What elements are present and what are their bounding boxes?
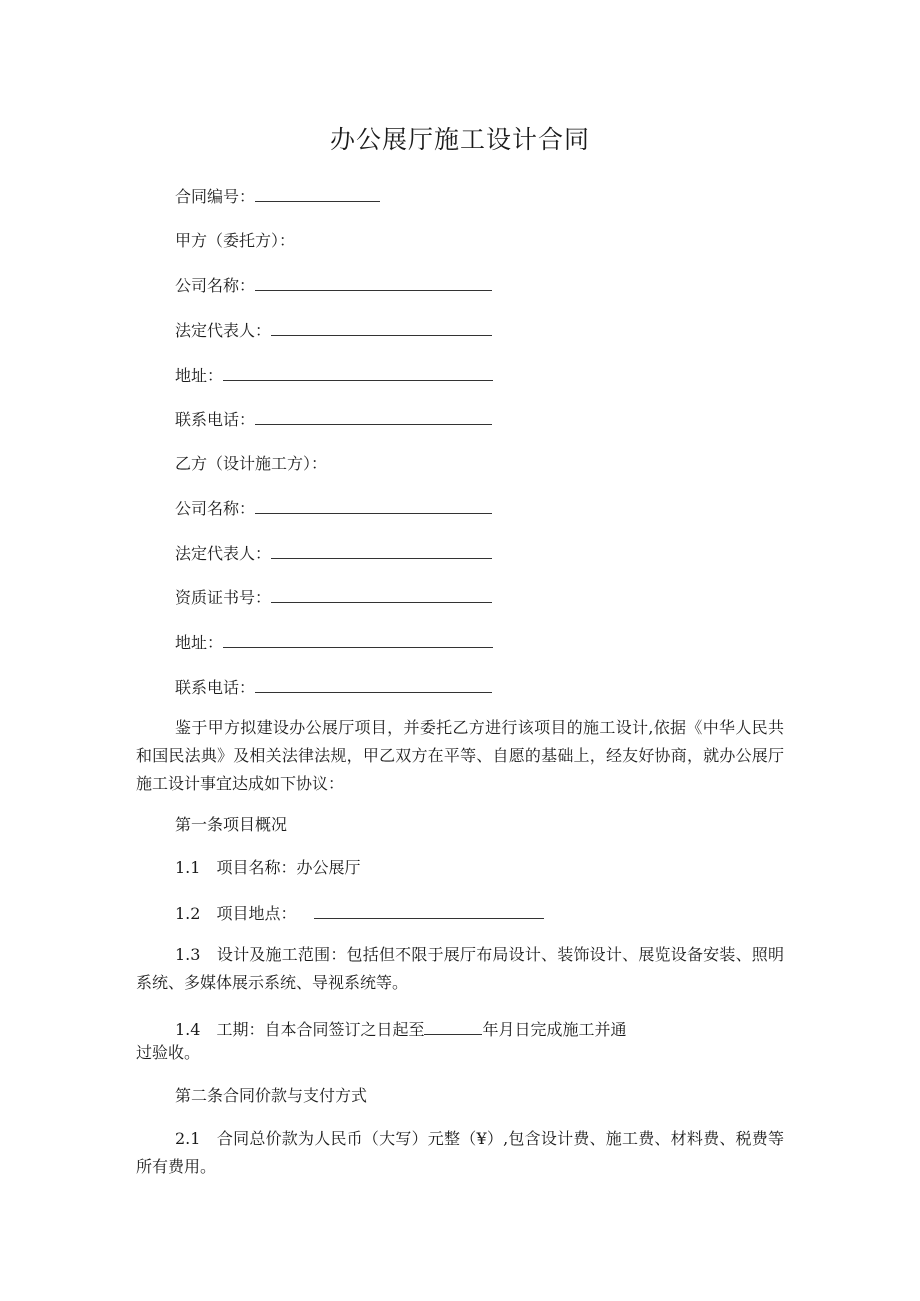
page-title: 办公展厅施工设计合同 xyxy=(329,125,590,154)
party-a-heading: 甲方（委托方）： xyxy=(175,231,296,250)
item-1-4-row xyxy=(175,1018,626,1041)
party-b-legal-rep-row xyxy=(175,542,492,565)
item-1-4-text-a: 1.4 工期：自本合同签订之日起至 xyxy=(175,1020,425,1039)
party-b-legal-rep-blank xyxy=(271,542,492,559)
item-1-2-row xyxy=(175,902,544,925)
party-a-address-blank xyxy=(223,364,493,381)
item-1-3: 1.3 设计及施工范围：包括但不限于展厅布局设计、装饰设计、展览设备安装、照明系统、多媒体展示系统、导视系统等。 xyxy=(136,945,784,992)
party-a-address-label: 地址： xyxy=(175,366,224,385)
party-b-heading: 乙方（设计施工方）： xyxy=(175,454,328,473)
party-a-company-blank xyxy=(255,274,492,291)
item-1-1: 1.1 项目名称：办公展厅 xyxy=(175,858,361,877)
party-a-legal-rep-label: 法定代表人： xyxy=(175,321,272,340)
party-b-address-label: 地址： xyxy=(175,633,224,652)
party-b-phone-blank xyxy=(255,676,492,693)
party-a-phone-blank xyxy=(255,408,492,425)
party-a-phone-label: 联系电话： xyxy=(175,410,256,429)
item-1-4-continuation: 过验收。 xyxy=(136,1043,201,1062)
contract-number-row xyxy=(175,185,380,208)
party-b-license-row xyxy=(175,586,492,609)
article-2-heading: 第二条合同价款与支付方式 xyxy=(175,1086,368,1105)
party-a-address-row xyxy=(175,364,493,387)
party-b-company-row xyxy=(175,497,492,520)
contract-number-label: 合同编号： xyxy=(175,187,256,206)
party-b-company-label: 公司名称： xyxy=(175,499,256,518)
party-b-address-blank xyxy=(223,631,493,648)
preamble-paragraph: 鉴于甲方拟建设办公展厅项目，并委托乙方进行该项目的施工设计,依据《中华人民共和国民法典》及相关法律法规，甲乙双方在平等、自愿的基础上，经友好协商，就办公展厅施工设计事宜达成如下协议： xyxy=(136,718,784,793)
party-b-phone-row xyxy=(175,676,492,699)
item-2-1: 2.1 合同总价款为人民币（大写）元整（¥）,包含设计费、施工费、材料费、税费等所有费用。 xyxy=(136,1129,784,1176)
party-a-legal-rep-row xyxy=(175,319,492,342)
deadline-blank xyxy=(424,1018,482,1035)
project-location-blank xyxy=(314,902,544,919)
party-a-phone-row xyxy=(175,408,492,431)
party-a-company-row xyxy=(175,274,492,297)
party-b-phone-label: 联系电话： xyxy=(175,678,256,697)
item-1-4-text-b: 年月日完成施工并通 xyxy=(482,1020,627,1039)
party-a-legal-rep-blank xyxy=(271,319,492,336)
party-b-company-blank xyxy=(255,497,492,514)
party-b-license-label: 资质证书号： xyxy=(175,588,272,607)
party-b-address-row xyxy=(175,631,493,654)
party-a-company-label: 公司名称： xyxy=(175,276,256,295)
party-b-license-blank xyxy=(271,586,492,603)
item-1-2-label: 1.2 项目地点： xyxy=(175,904,297,923)
contract-number-blank xyxy=(255,185,380,202)
article-1-heading: 第一条项目概况 xyxy=(175,815,288,834)
party-b-legal-rep-label: 法定代表人： xyxy=(175,544,272,563)
